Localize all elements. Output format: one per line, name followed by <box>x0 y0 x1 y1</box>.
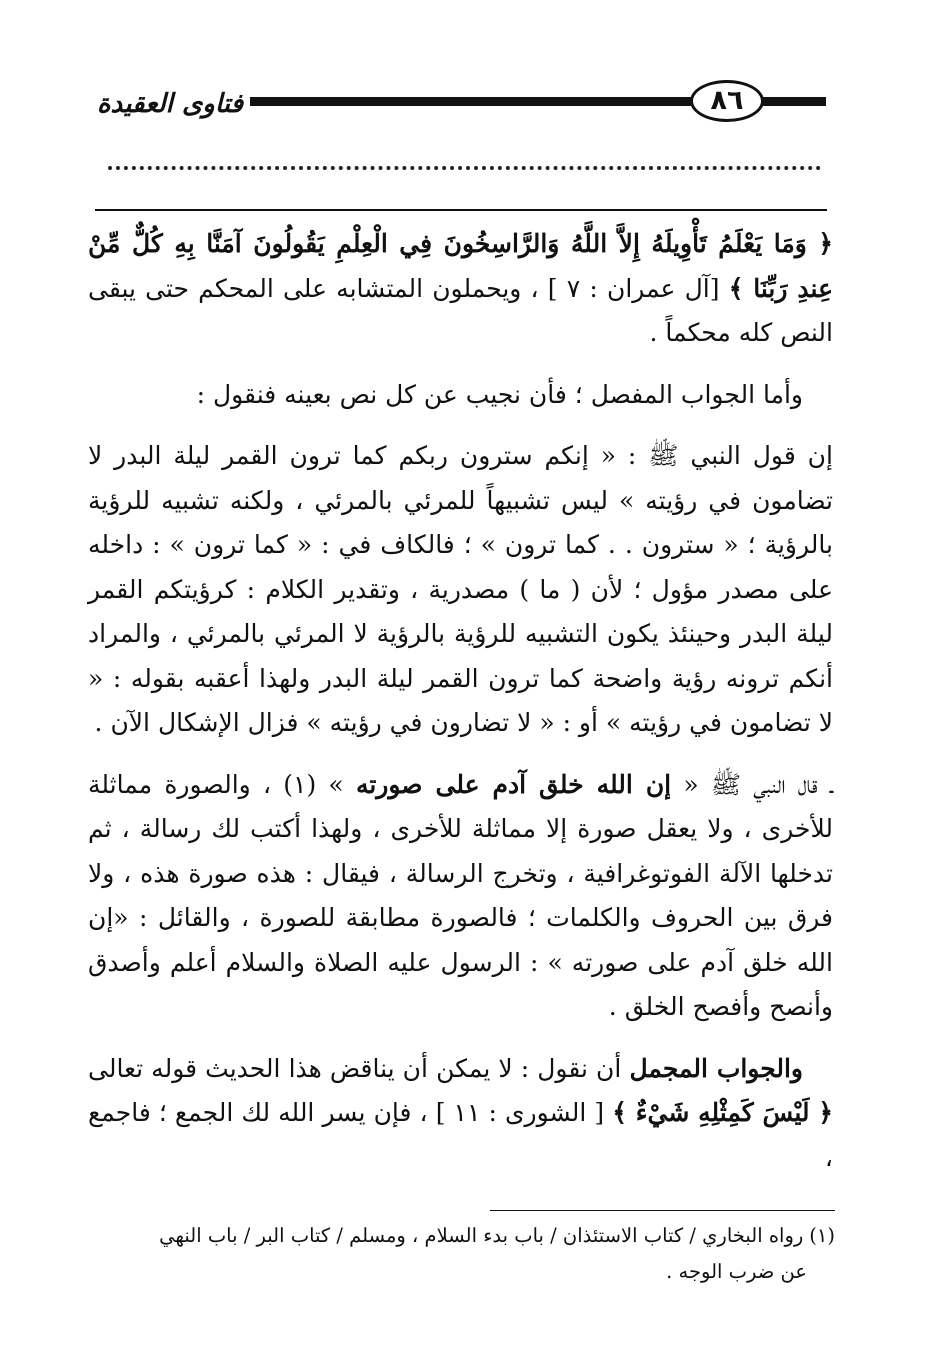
paragraph-1 <box>88 222 833 356</box>
paragraph-5 <box>88 1047 833 1181</box>
paragraph-4-rest: ، والصورة مماثلة للأخرى ، ولا يعقل صورة إلا مماثلة للأخرى ، ولهذا أكتب لك رسالة ، ثم تدخلها الآلة الفوتوغرافية ، وتخرج الرسالة ، فيقال : هذه صورة هذه ، ولا فرق بين الحروف والكلمات ؛ فالصورة مطابقة للصورة ، والقائل : «إن الله خلق آدم على صورته » : الرسول عليه الصلاة والسلام أعلم وأصدق وأنصح وأفصح الخلق . <box>88 769 833 1021</box>
paragraph-4-start: ـ قال النبي ﷺ « <box>671 769 833 799</box>
paragraph-2: وأما الجواب المفصل ؛ فأن نجيب عن كل نص بعينه فنقول : <box>196 379 803 409</box>
footnote <box>95 1218 835 1290</box>
header-bar-right <box>762 97 826 106</box>
header-bar-left <box>250 97 692 106</box>
quran-verse: ﴿ وَمَا يَعْلَمُ تَأْوِيلَهُ إِلاَّ اللَّهُ وَالرَّاسِخُونَ فِي الْعِلْمِ يَقُولُونَ آمَنَّا بِهِ كُلٌّ مِّنْ عِندِ رَبِّنَا ﴾ <box>88 229 833 303</box>
hadith-quote: إن الله خلق آدم على صورته <box>355 769 672 799</box>
top-rule <box>95 209 827 211</box>
paragraph-5-mid: أن نقول : لا يمكن أن يناقض هذا الحديث قوله تعالى <box>88 1053 630 1083</box>
paragraph-3: إن قول النبي ﷺ : « إنكم سترون ربكم كما ترون القمر ليلة البدر لا تضامون في رؤيته » ليس تشبيهاً للمرئي بالمرئي ، ولكنه تشبيه للرؤية بالرؤية ؛ « سترون . . كما ترون » ؛ فالكاف في : « كما ترون » : داخله على مصدر مؤول ؛ لأن ( ما ) مصدرية ، وتقدير الكلام : كرؤيتكم القمر ليلة البدر وحينئذ يكون التشبيه للرؤية بالرؤية لا المرئي بالمرئي ، والمراد أنكم ترونه رؤية واضحة كما ترون القمر ليلة البدر ولهذا أعقبه بقوله : « لا تضامون في رؤيته » أو : « لا تضارون في رؤيته » فزال الإشكال الآن . <box>88 441 833 737</box>
dotted-separator <box>108 166 821 170</box>
body-text <box>88 222 833 1197</box>
footnote-text-tail: عن ضرب الوجه . <box>666 1260 807 1283</box>
footnote-reference[interactable]: » (١) <box>271 769 356 799</box>
summary-answer-heading: والجواب المجمل <box>629 1053 803 1083</box>
page-number: ٨٦ <box>710 85 744 116</box>
paragraph-4 <box>88 763 833 1030</box>
book-title: فتاوى العقيدة <box>96 89 244 119</box>
quran-verse-2: ﴿ لَيْسَ كَمِثْلِهِ شَيْءٌ ﴾ <box>612 1098 834 1127</box>
footnote-number: (١) <box>809 1224 835 1247</box>
footnote-rule <box>490 1210 835 1211</box>
paragraph-5-rest: [ الشورى : ١١ ] ، فإن يسر الله لك الجمع ؛ فاجمع ، <box>88 1098 833 1172</box>
paragraph-1-rest: [آل عمران : ٧ ] ، ويحملون المتشابه على المحكم حتى يبقى النص كله محكماً . <box>88 273 833 347</box>
footnote-text: رواه البخاري / كتاب الاستئذان / باب بدء السلام ، ومسلم / كتاب البر / باب النهي <box>159 1224 804 1247</box>
